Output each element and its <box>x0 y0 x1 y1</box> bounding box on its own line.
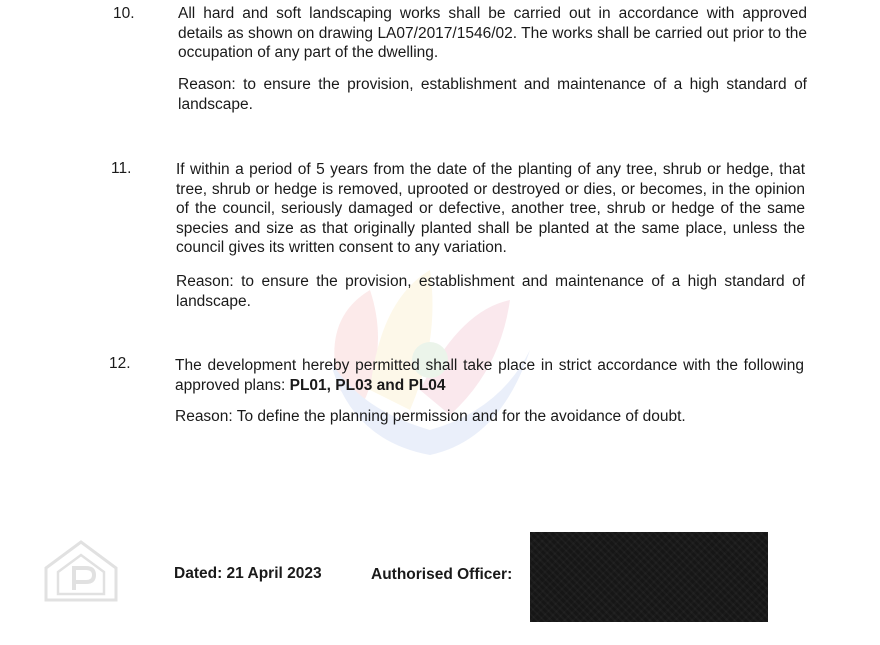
condition-number: 11. <box>111 160 132 177</box>
condition-text: If within a period of 5 years from the date of the planting of any tree, shrub or hedge, that tree, shrub or hedge is removed, uprooted or destroyed or dies, or becomes, in the opinion of the council, seriously damaged or defective, another tree, shrub or hedge of the same species and size as that originally planted shall be planted at the same place, unless the council gives its written consent to any variation. <box>176 161 805 256</box>
redacted-signature <box>530 532 768 622</box>
property-logo-icon <box>42 538 120 604</box>
dated-label: Dated: 21 April 2023 <box>174 565 322 582</box>
condition-text-prefix: The development hereby permitted shall take place in strict accordance with the following approved plans: <box>175 357 804 394</box>
condition-reason: Reason: to ensure the provision, establishment and maintenance of a high standard of landscape. <box>178 76 807 113</box>
condition-text: All hard and soft landscaping works shall be carried out in accordance with approved details as shown on drawing LA07/2017/1546/02. The works shall be carried out prior to the occupation of any part of the dwelling. <box>178 5 807 61</box>
authorised-officer-label: Authorised Officer: <box>371 566 513 583</box>
condition-number: 12. <box>109 355 131 372</box>
approved-plans: PL01, PL03 and PL04 <box>289 376 446 394</box>
condition-reason: Reason: to ensure the provision, establishment and maintenance of a high standard of landscape. <box>176 273 805 310</box>
condition-reason: Reason: To define the planning permission and for the avoidance of doubt. <box>175 408 686 425</box>
condition-number: 10. <box>113 5 135 22</box>
condition-text <box>175 356 804 395</box>
